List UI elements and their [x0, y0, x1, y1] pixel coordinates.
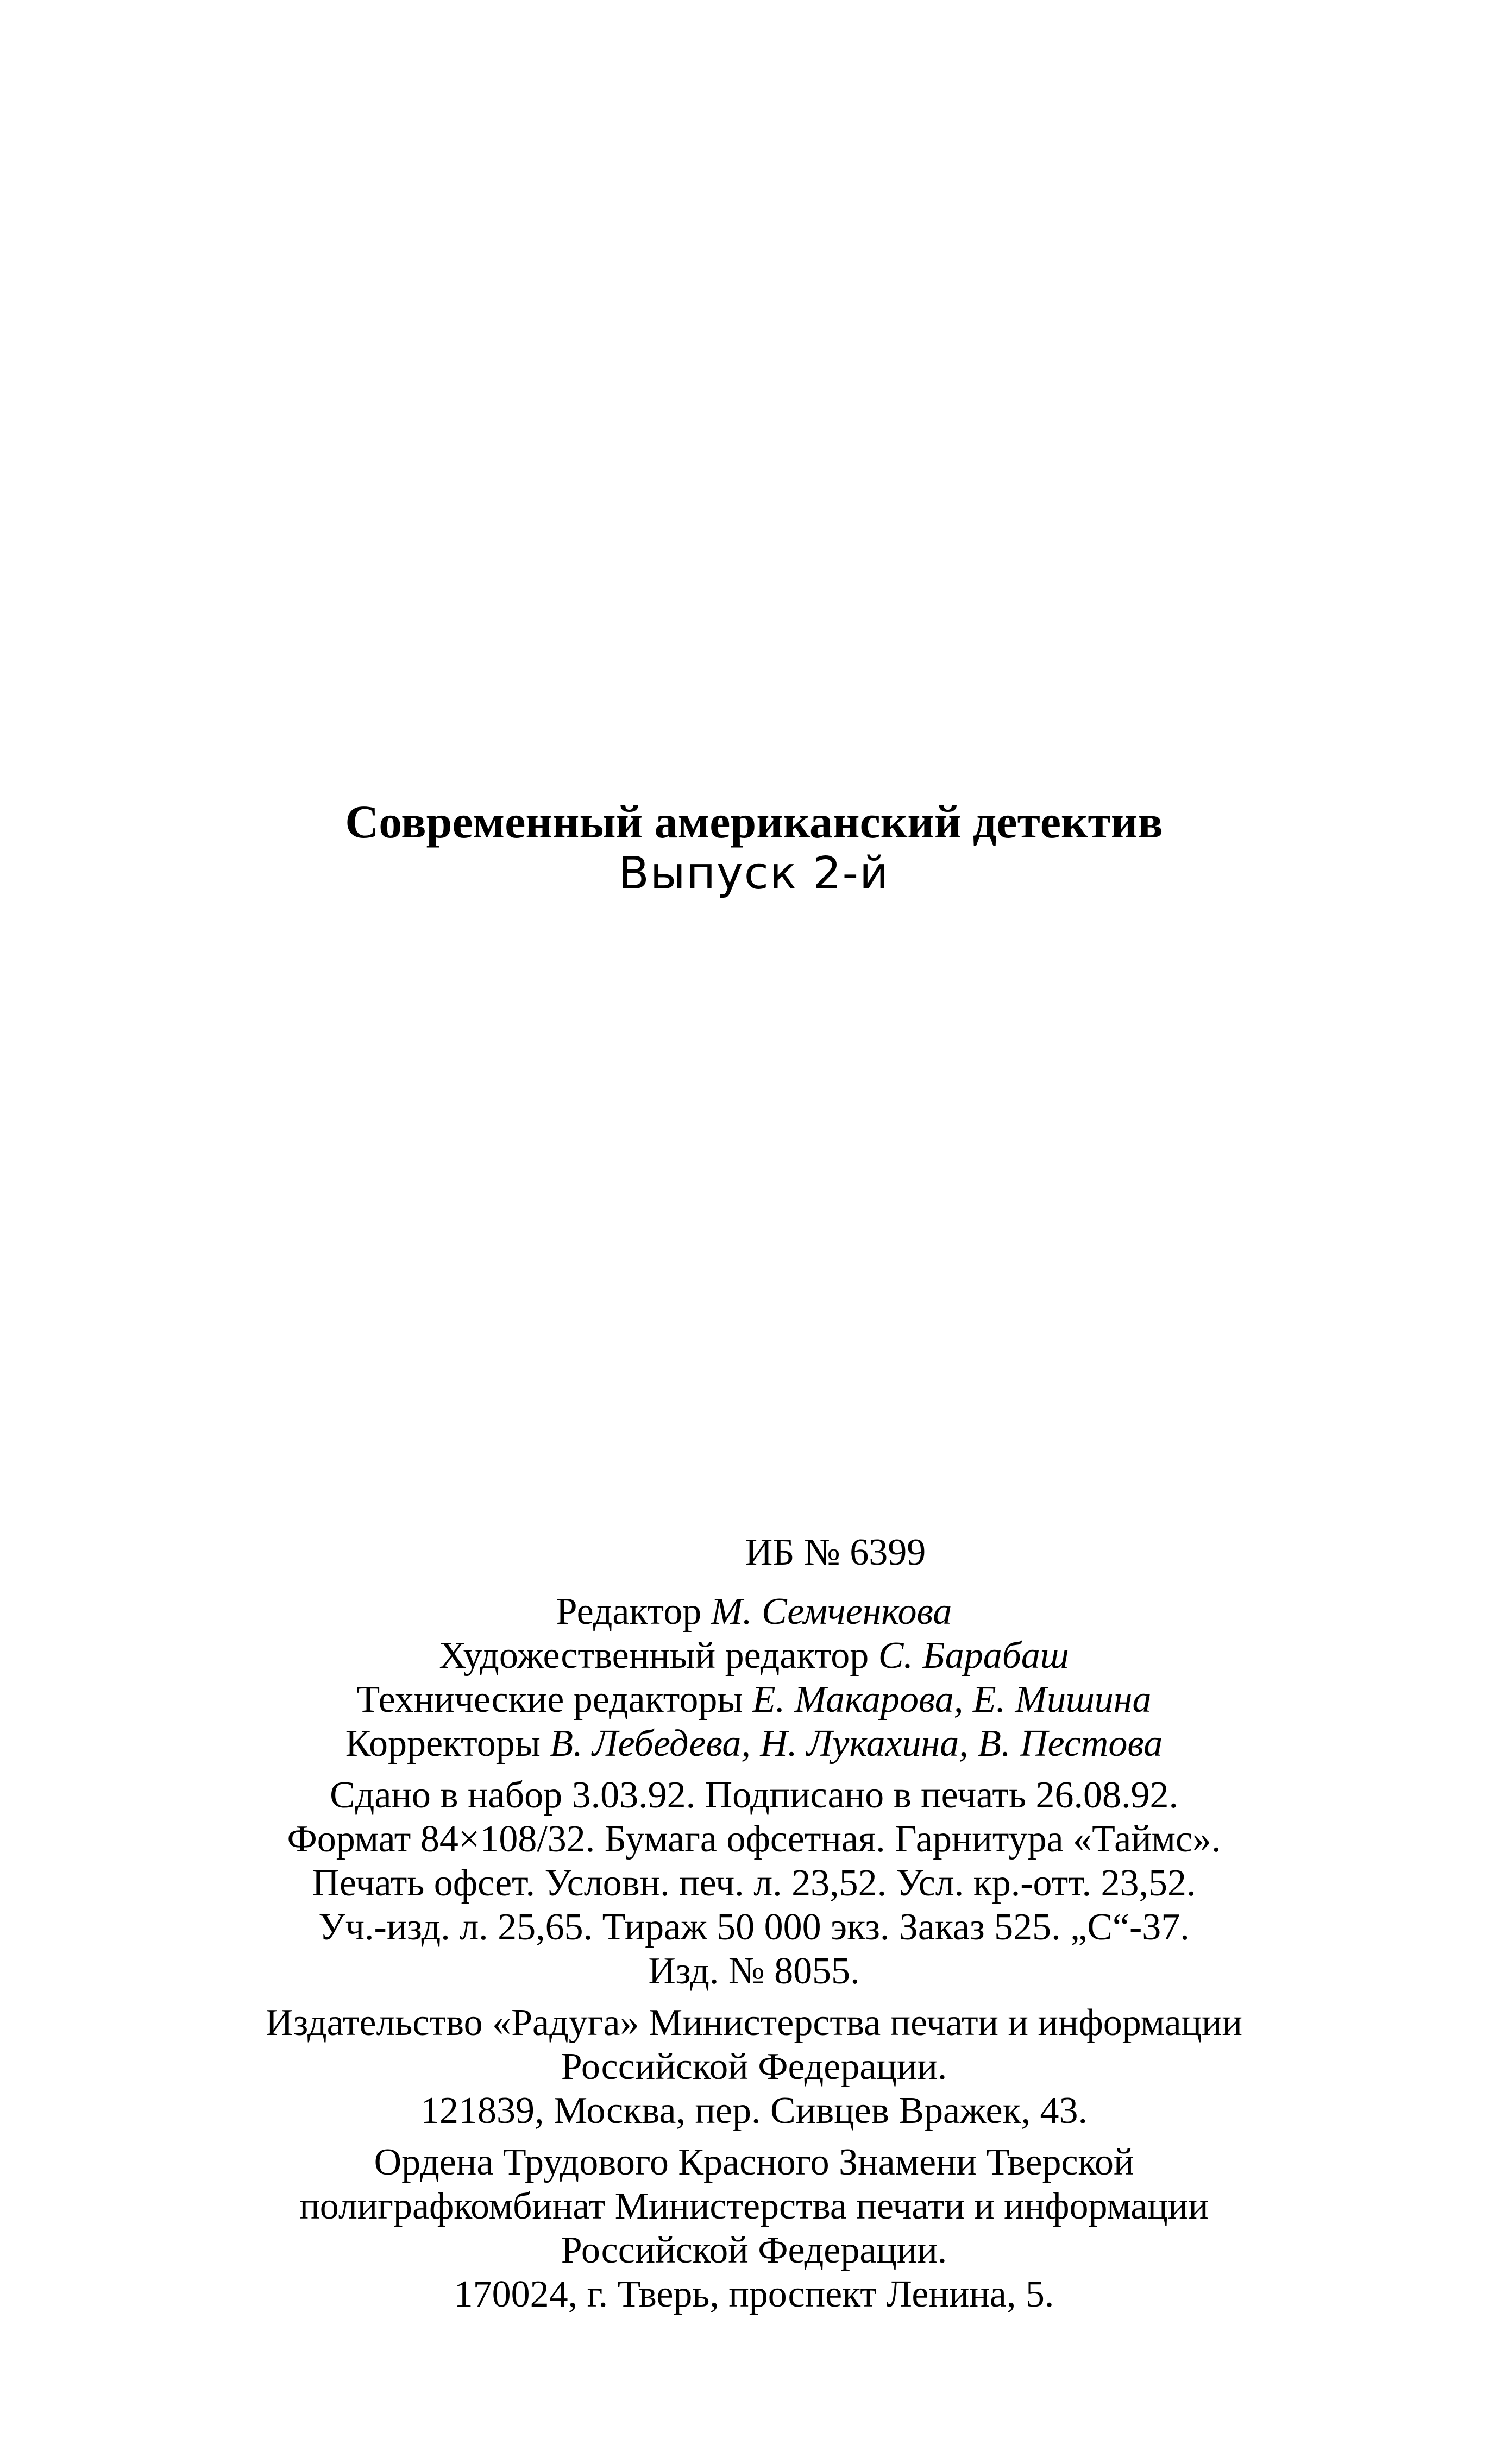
printer-line: Ордена Трудового Красного Знамени Тверской — [374, 2141, 1134, 2183]
credit-role: Технические редакторы — [356, 1679, 743, 1721]
print-detail-line: Сдано в набор 3.03.92. Подписано в печать 26.08.92. — [330, 1774, 1178, 1816]
credit-role: Художественный редактор — [439, 1635, 869, 1677]
publisher-line: Российской Федерации. — [561, 2046, 947, 2088]
print-detail-line: Изд. № 8055. — [648, 1950, 860, 1992]
credit-editor — [0, 1590, 1508, 1634]
printer-info — [0, 2140, 1508, 2316]
credit-names: С. Барабаш — [878, 1635, 1069, 1677]
title-block — [0, 796, 1508, 900]
credit-tech-editors — [0, 1678, 1508, 1722]
credits — [0, 1590, 1508, 1766]
credit-names: Е. Макарова, Е. Мишина — [752, 1679, 1152, 1721]
print-details — [0, 1773, 1508, 1993]
print-detail-line: Формат 84×108/32. Бумага офсетная. Гарнитура «Таймс». — [287, 1818, 1221, 1860]
credit-role: Редактор — [556, 1591, 702, 1633]
series-title: Современный американский детектив — [345, 796, 1163, 848]
ib-number: ИБ № 6399 — [745, 1532, 926, 1573]
credit-proofreaders — [0, 1722, 1508, 1766]
print-detail-line: Печать офсет. Условн. печ. л. 23,52. Усл. кр.-отт. 23,52. — [312, 1862, 1196, 1904]
issue-number: Выпуск 2-й — [618, 848, 890, 899]
printer-line: полиграфкомбинат Министерства печати и информации — [299, 2185, 1209, 2227]
publisher-line: Издательство «Радуга» Министерства печати и информации — [266, 2002, 1242, 2044]
publisher-info — [0, 2001, 1508, 2133]
printer-line: Российской Федерации. — [561, 2229, 947, 2271]
publisher-address: 121839, Москва, пер. Сивцев Вражек, 43. — [420, 2090, 1088, 2132]
credit-art-editor — [0, 1634, 1508, 1678]
credit-names: В. Лебедева, Н. Лукахина, В. Пестова — [550, 1723, 1163, 1764]
imprint-block — [0, 1530, 1508, 2324]
printer-address: 170024, г. Тверь, проспект Ленина, 5. — [454, 2273, 1054, 2315]
credit-role: Корректоры — [345, 1723, 541, 1764]
credit-names: М. Семченкова — [711, 1591, 952, 1633]
print-detail-line: Уч.-изд. л. 25,65. Тираж 50 000 экз. Заказ 525. „С“-37. — [318, 1906, 1190, 1948]
